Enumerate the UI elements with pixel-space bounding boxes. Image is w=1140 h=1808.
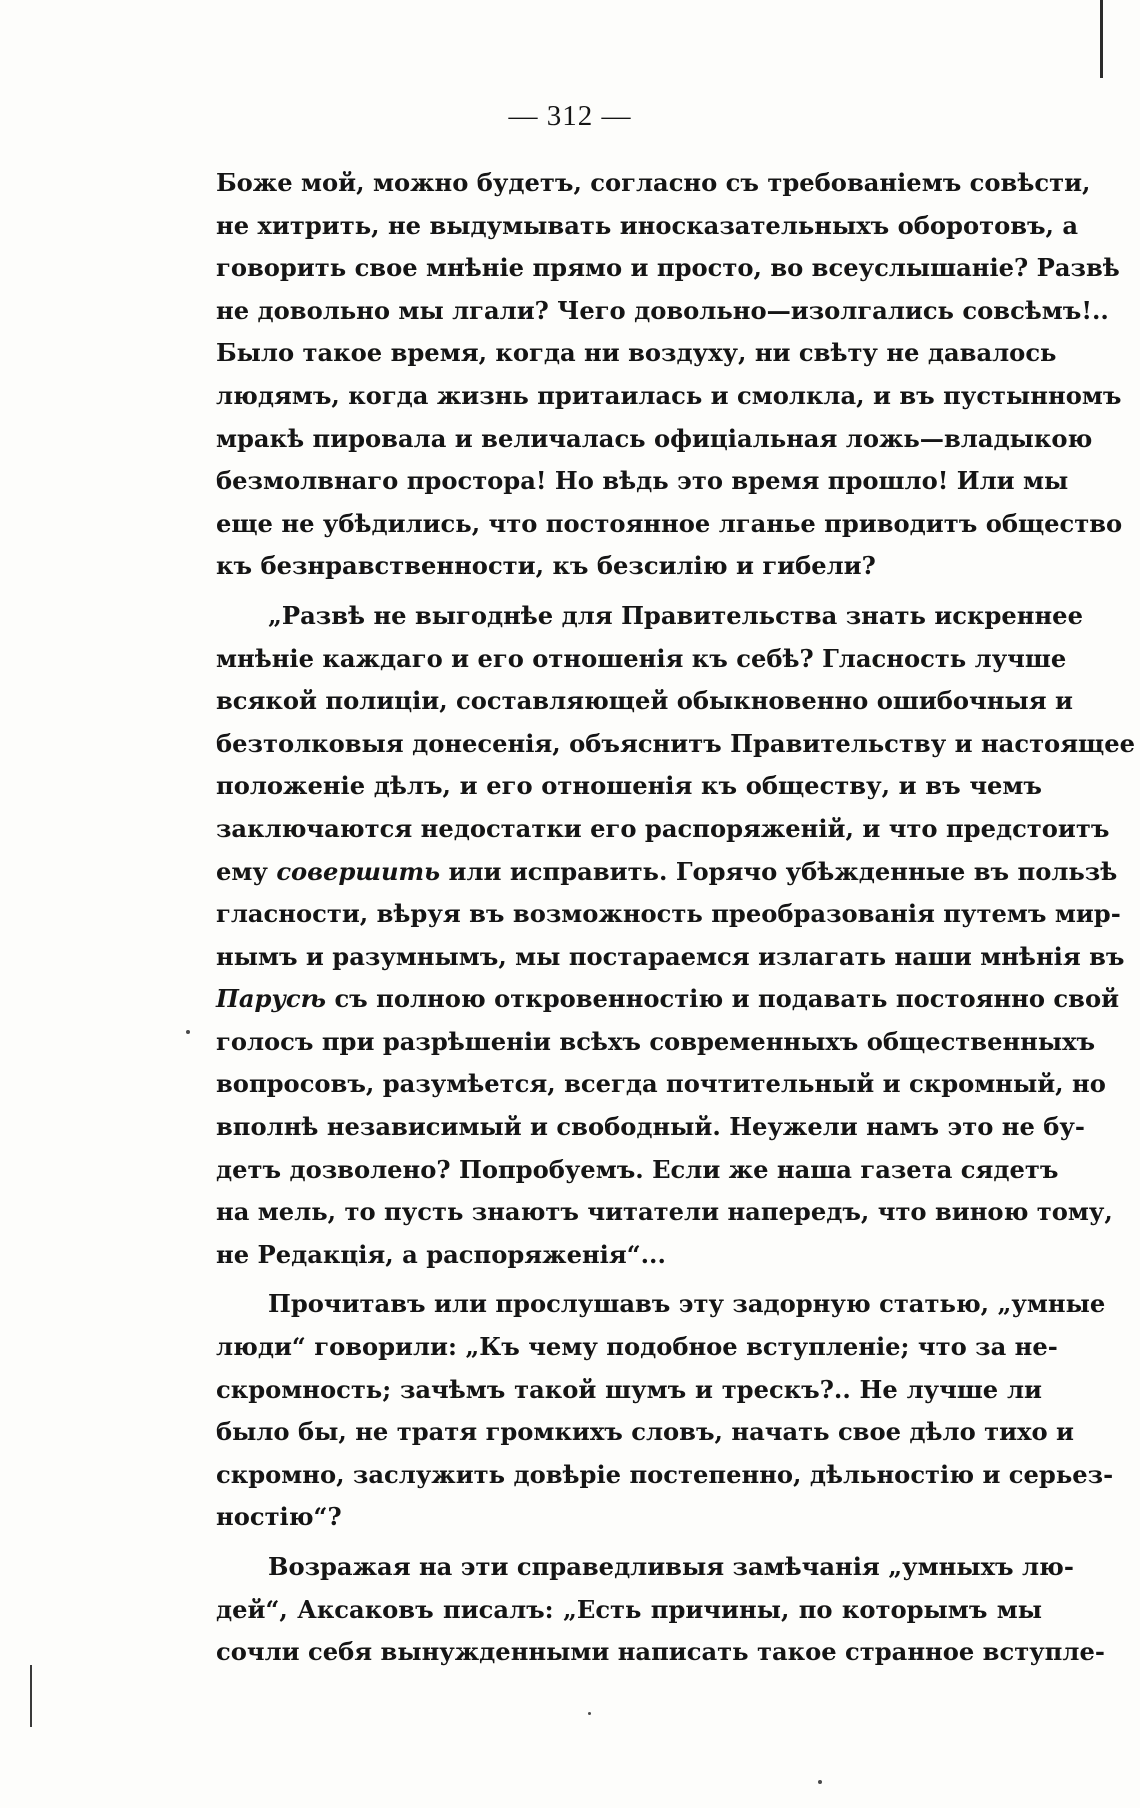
text-line: говорить свое мнѣніе прямо и просто, во всеуслышаніе? Развѣ — [216, 253, 1120, 283]
scan-edge-mark — [1100, 0, 1103, 78]
text-line: „Развѣ не выгоднѣе для Правительства знать искреннее — [268, 600, 1083, 630]
scan-speck — [818, 1780, 822, 1784]
text-line: сочли себя вынужденными написать такое странное вступле- — [216, 1637, 1105, 1667]
text-line: не хитрить, не выдумывать иносказательныхъ оборотовъ, а — [216, 210, 1079, 240]
text-line: было бы, не тратя громкихъ словъ, начать свое дѣло тихо и — [216, 1417, 1074, 1447]
text-line: вполнѣ независимый и свободный. Неужели намъ это не бу- — [216, 1112, 1085, 1142]
text-line: людямъ, когда жизнь притаилась и смолкла, и въ пустынномъ — [216, 380, 1122, 410]
text-line: положеніе дѣлъ, и его отношенія къ обществу, и въ чемъ — [216, 771, 1042, 801]
text-line: Боже мой, можно будетъ, согласно съ требованіемъ совѣсти, — [216, 168, 1091, 197]
text-line: Парусѣ съ полною откровенностію и подавать постоянно свой — [216, 984, 1120, 1014]
body-text — [216, 162, 1136, 1674]
text-line: детъ дозволено? Попробуемъ. Если же наша газета сядетъ — [216, 1154, 1059, 1184]
text-line: голосъ при разрѣшеніи всѣхъ современныхъ общественныхъ — [216, 1026, 1096, 1056]
text-line: скромно, заслужить довѣріе постепенно, дѣльностію и серьез- — [216, 1459, 1114, 1489]
text-line: Возражая на эти справедливыя замѣчанія „умныхъ лю- — [268, 1552, 1074, 1581]
text-line: заключаются недостатки его распоряженій, и что предстоитъ — [216, 813, 1110, 843]
text-line: Было такое время, когда ни воздуху, ни свѣту не давалось — [216, 338, 1057, 368]
scan-speck — [186, 1030, 190, 1034]
italic-emphasis: совершить — [276, 856, 441, 886]
text-line: нымъ и разумнымъ, мы постараемся излагать наши мнѣнія въ — [216, 941, 1125, 971]
text-line: ностію“? — [216, 1502, 342, 1532]
text-line: мракѣ пировала и величалась офиціальная ложь—владыкою — [216, 423, 1093, 453]
text-line: скромность; зачѣмъ такой шумъ и трескъ?.. Не лучше ли — [216, 1374, 1042, 1404]
scan-speck — [588, 1712, 591, 1715]
text-line: люди“ говорили: „Къ чему подобное вступленіе; что за не- — [216, 1332, 1058, 1362]
text-line: безтолковыя донесенія, объяснитъ Правительству и настоящее — [216, 728, 1136, 758]
text-line: безмолвнаго простора! Но вѣдь это время прошло! Или мы — [216, 466, 1069, 496]
text-line: мнѣніе каждаго и его отношенія къ себѣ? Гласность лучше — [216, 643, 1067, 673]
text-line: ему совершить или исправить. Горячо убѣжденные въ пользѣ — [216, 856, 1118, 886]
text-line: Прочитавъ или прослушавъ эту задорную статью, „умные — [268, 1289, 1106, 1319]
text-line: дей“, Аксаковъ писалъ: „Есть причины, по которымъ мы — [216, 1594, 1042, 1624]
italic-emphasis: Парусѣ — [216, 984, 327, 1014]
scan-edge-line — [30, 1665, 32, 1727]
text-line: къ безнравственности, къ безсилію и гибели? — [216, 551, 876, 581]
text-line: вопросовъ, разумѣется, всегда почтительный и скромный, но — [216, 1069, 1106, 1099]
text-line: на мель, то пусть знаютъ читатели напередъ, что виною тому, — [216, 1197, 1113, 1227]
text-line: гласности, вѣруя въ возможность преобразованія путемъ мир- — [216, 899, 1121, 929]
text-line: не довольно мы лгали? Чего довольно—изолгались совсѣмъ!.. — [216, 295, 1109, 325]
page-number: — 312 — — [508, 100, 632, 132]
text-line: не Редакція, а распоряженія“... — [216, 1239, 666, 1269]
text-line: всякой полиціи, составляющей обыкновенно ошибочныя и — [216, 686, 1073, 716]
text-line: еще не убѣдились, что постоянное лганье приводитъ общество — [216, 508, 1123, 538]
